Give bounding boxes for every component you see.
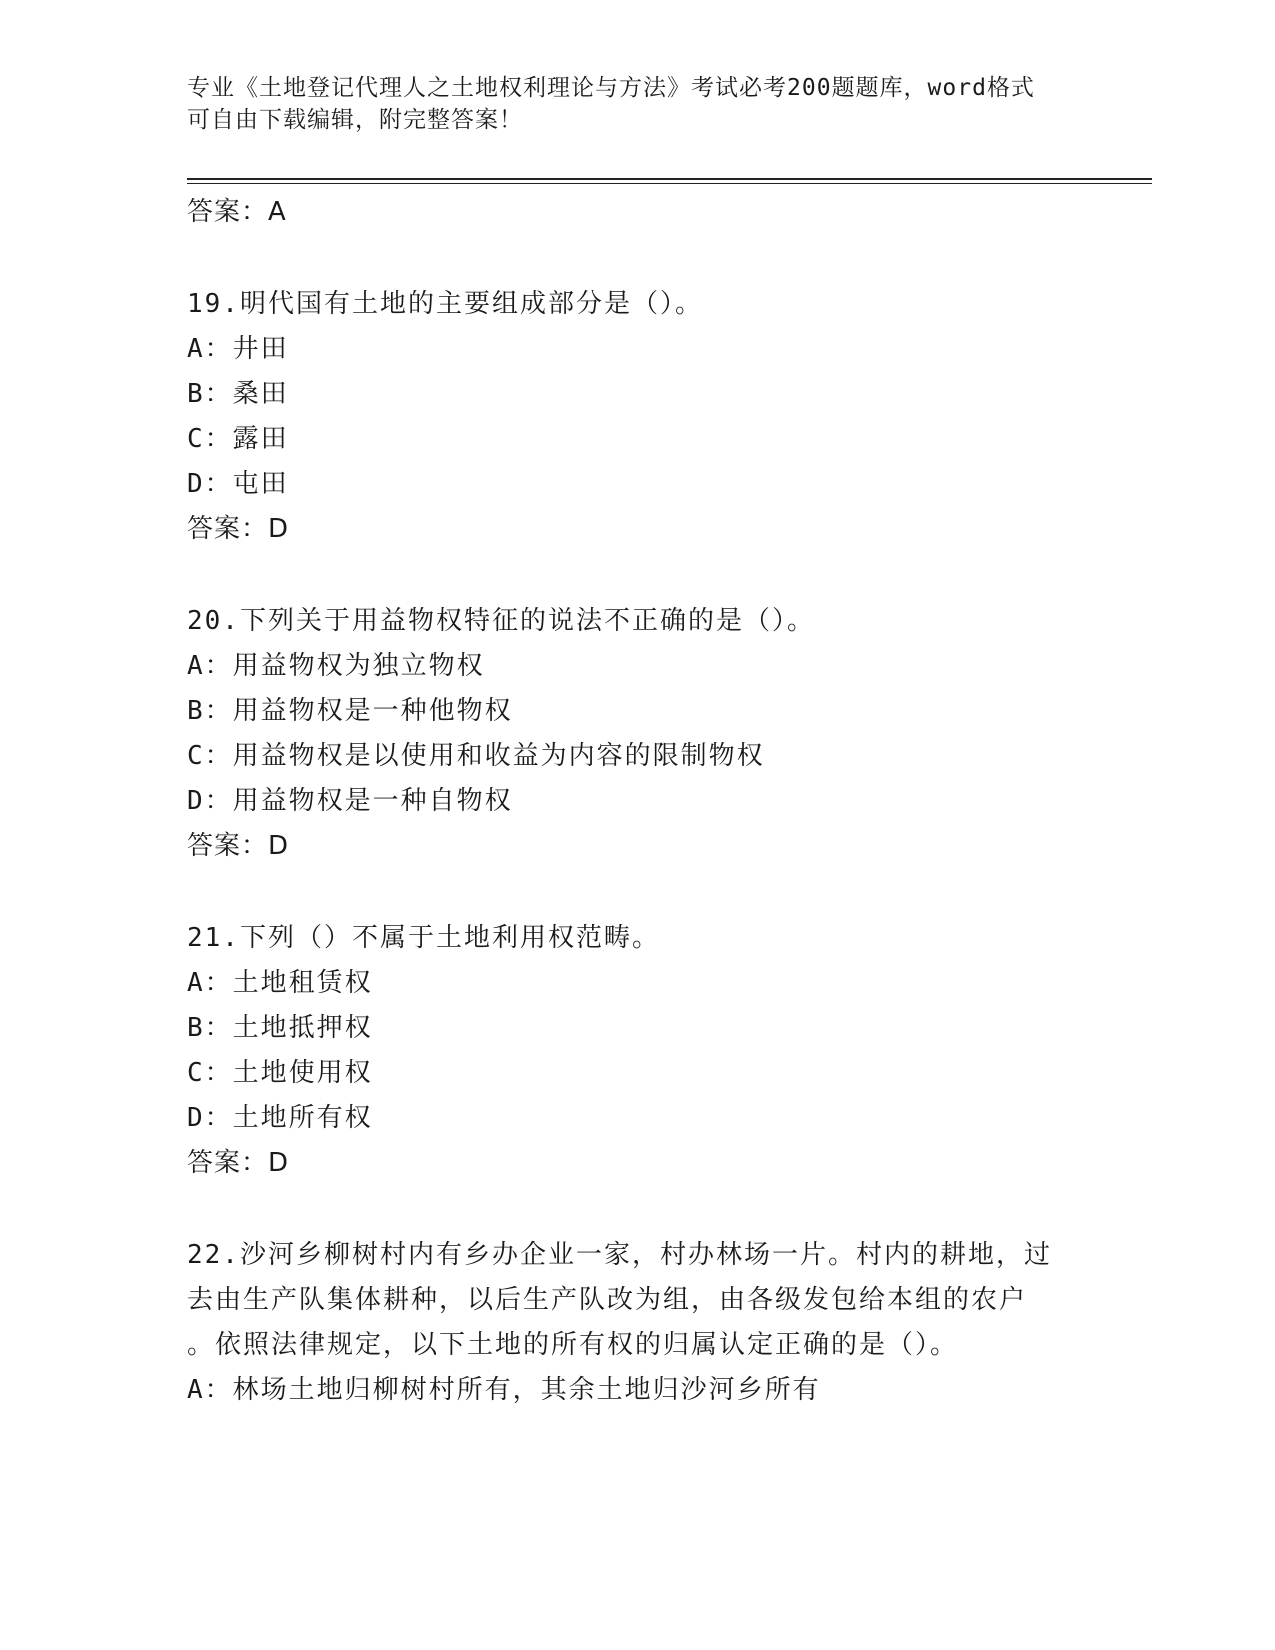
- question-stem-line: 。依照法律规定，以下土地的所有权的归属认定正确的是（）。: [187, 1330, 959, 1360]
- question-stem-line: 22.沙河乡柳树村内有乡办企业一家，村办林场一片。村内的耕地，过: [187, 1240, 1052, 1270]
- question-stem: 20.下列关于用益物权特征的说法不正确的是（）。: [187, 606, 815, 636]
- header-line-1: 专业《土地登记代理人之土地权利理论与方法》考试必考200题题库，word格式: [187, 75, 1035, 101]
- answer-line: 答案：D: [187, 831, 290, 861]
- answer-line: 答案：D: [187, 514, 290, 544]
- option-b: B：土地抵押权: [187, 1013, 373, 1043]
- option-b: B：用益物权是一种他物权: [187, 696, 513, 726]
- question-list: [187, 190, 1077, 1413]
- question-21: [187, 916, 1077, 1186]
- question-stem: 19.明代国有土地的主要组成部分是（）。: [187, 289, 703, 319]
- question-19: [187, 282, 1077, 552]
- answer-line: 答案：A: [187, 197, 287, 227]
- option-a: A：林场土地归柳树村所有，其余土地归沙河乡所有: [187, 1375, 821, 1405]
- option-b: B：桑田: [187, 379, 289, 409]
- answer-line: 答案：D: [187, 1148, 290, 1178]
- question-22: [187, 1233, 1077, 1413]
- option-c: C：露田: [187, 424, 289, 454]
- header-line-2: 可自由下载编辑，附完整答案！: [187, 107, 523, 133]
- option-a: A：土地租赁权: [187, 968, 373, 998]
- option-a: A：用益物权为独立物权: [187, 651, 485, 681]
- header-divider: [187, 178, 1152, 184]
- page-header: [187, 72, 1067, 136]
- option-c: C：用益物权是以使用和收益为内容的限制物权: [187, 741, 765, 771]
- option-c: C：土地使用权: [187, 1058, 373, 1088]
- option-a: A：井田: [187, 334, 289, 364]
- option-d: D：用益物权是一种自物权: [187, 786, 513, 816]
- question-stem: 21.下列（）不属于土地利用权范畴。: [187, 923, 660, 953]
- question-stem-line: 去由生产队集体耕种，以后生产队改为组，由各级发包给本组的农户: [187, 1285, 1028, 1315]
- question-20: [187, 599, 1077, 869]
- option-d: D：屯田: [187, 469, 289, 499]
- option-d: D：土地所有权: [187, 1103, 373, 1133]
